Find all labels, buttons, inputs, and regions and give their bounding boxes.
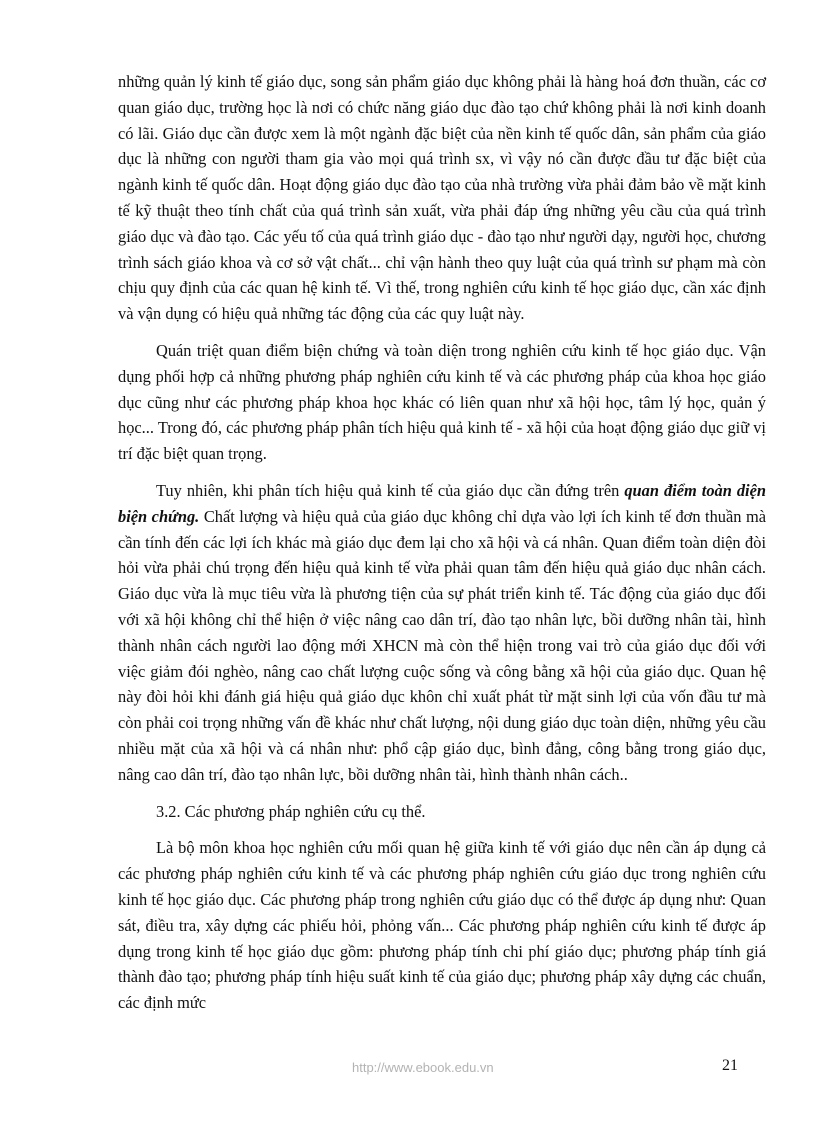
page-number: 21: [722, 1057, 738, 1074]
emphasis-term: quan điểm toàn diện biện chứng.: [118, 480, 767, 526]
paragraph-intro: Tuy nhiên, khi phân tích hiệu quả kinh tế của giáo dục cần đứng trên: [156, 480, 625, 500]
footer-url: http://www.ebook.edu.vn: [352, 1060, 494, 1075]
section-heading: 3.2. Các phương pháp nghiên cứu cụ thể.: [156, 801, 426, 821]
paragraph-methods: Là bộ môn khoa học nghiên cứu mối quan hệ giữa kinh tế với giáo dục nên cần áp dụng cả các phương pháp nghiên cứu kinh tế và các phương pháp nghiên cứu giáo dục trong nghiên cứu kinh tế học giáo dục. Các phương pháp trong nghiên cứu giáo dục có thể được áp dụng như: Quan sát, điều tra, xây dựng các phiếu hỏi, phỏng vấn... Các phương pháp nghiên cứu kinh tế được áp dụng trong kinh tế học giáo dục gồm: phương pháp tính chi phí giáo dục; phương pháp tính giá thành đào tạo; phương pháp tính hiệu suất kinh tế của giáo dục; phương pháp xây dựng các chuẩn, các định mức: [118, 838, 766, 1013]
paragraph-comprehensive-view: [118, 478, 766, 788]
paragraph-dialectical-view: Quán triệt quan điểm biện chứng và toàn diện trong nghiên cứu kinh tế học giáo dục. Vận dụng phối hợp cả những phương pháp nghiên cứu kinh tế và các phương pháp của khoa học giáo dục cũng như các phương pháp khoa học khác có liên quan như xã hội học, tâm lý học, quản ý học... Trong đó, các phương pháp phân tích hiệu quả kinh tế - xã hội của hoạt động giáo dục giữ vị trí đặc biệt quan trọng.: [118, 340, 766, 464]
paragraph-continuation: những quản lý kinh tế giáo dục, song sản phẩm giáo dục không phải là hàng hoá đơn thuần, các cơ quan giáo dục, trường học là nơi có chức năng giáo dục đào tạo chứ không phải là nơi kinh doanh có lãi. Giáo dục cần được xem là một ngành đặc biệt của nền kinh tế quốc dân, sản phẩm của giáo dục là những con người tham gia vào mọi quá trình sx, vì vậy nó cần được đầu tư đặc biệt của ngành kinh tế quốc dân. Hoạt động giáo dục đào tạo của nhà trường vừa phải đảm bảo về mặt kinh tế kỹ thuật theo tính chất của quá trình sản xuất, vừa phải đáp ứng những yêu cầu của quá trình giáo dục và đào tạo. Các yếu tố của quá trình giáo dục - đào tạo như người dạy, người học, chương trình sách giáo khoa và cơ sở vật chất... chỉ vận hành theo quy luật của quá trình sư phạm mà còn chịu quy định của các quan hệ kinh tế. Vì thế, trong nghiên cứu kinh tế học giáo dục, cần xác định và vận dụng có hiệu quả những tác động của các quy luật này.: [118, 72, 766, 324]
paragraph-rest: Chất lượng và hiệu quả của giáo dục không chỉ dựa vào lợi ích kinh tế đơn thuần mà cần tính đến các lợi ích khác mà giáo dục đem lại cho xã hội và cá nhân. Quan điểm toàn diện đòi hỏi vừa phải chú trọng đến hiệu quả kinh tế vừa phải quan tâm đến hiệu quả giáo dục nhân cách. Giáo dục vừa là mục tiêu vừa là phương tiện của sự phát triển kinh tế. Tác động của giáo dục đối với xã hội không chỉ thể hiện ở việc nâng cao dân trí, đào tạo nhân lực, bồi dưỡng nhân tài, hình thành nhân cách người lao động mới XHCN mà còn thể hiện trong vai trò của giáo dục đối với việc giảm đói nghèo, nâng cao chất lượng cuộc sống và công bằng xã hội của giáo dục. Quan hệ này đòi hỏi khi đánh giá hiệu quả giáo dục khôn chỉ xuất phát từ mặt sinh lợi của vốn đầu tư mà còn phải coi trọng những vấn đề khác như chất lượng, nội dung giáo dục toàn diện, những yêu cầu nhiều mặt của xã hội và cá nhân như: phổ cập giáo dục, bình đẳng, công bằng trong giáo dục, nâng cao dân trí, đào tạo nhân lực, bồi dưỡng nhân tài, hình thành nhân cách..: [118, 506, 767, 784]
body-text: [118, 69, 766, 1027]
